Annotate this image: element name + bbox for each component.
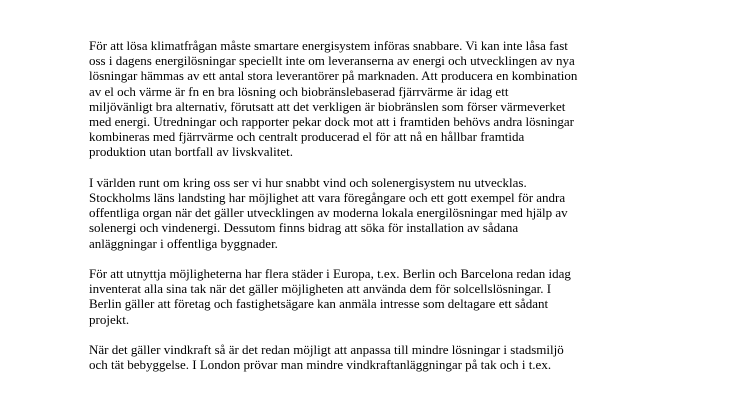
text-line: lösningar hämmas av ett antal stora leverantörer på marknaden. Att producera en kombination (89, 68, 578, 84)
text-line: Berlin gäller att företag och fastighetsägare kan anmäla intresse som deltagare ett sådant (89, 296, 549, 312)
text-line: För att lösa klimatfrågan måste smartare energisystem införas snabbare. Vi kan inte låsa fast (89, 38, 568, 53)
text-line: offentliga organ när det gäller utvecklingen av moderna lokala energilösningar med hjälp av (89, 205, 568, 221)
paragraph-2 (89, 175, 689, 251)
text-line: För att utnyttja möjligheterna har flera städer i Europa, t.ex. Berlin och Barcelona redan idag (89, 266, 571, 282)
text-line: När det gäller vindkraft så är det redan möjligt att anpassa till mindre lösningar i stadsmiljö (89, 342, 564, 358)
text-line: anläggningar i offentliga byggnader. (89, 235, 278, 251)
text-line: kombineras med fjärrvärme och centralt producerad el för att nå en hållbar framtida (89, 129, 525, 145)
text-line: med energi. Utredningar och rapporter pekar dock mot att i framtiden behövs andra lösningar (89, 114, 574, 130)
text-line: I världen runt om kring oss ser vi hur snabbt vind och solenergisystem nu utvecklas. (89, 174, 527, 190)
paragraph-4 (89, 342, 689, 372)
text-line: av el och värme är fn en bra lösning och biobränslebaserad fjärrvärme är idag ett (89, 83, 509, 99)
paragraph-1 (89, 38, 689, 160)
paragraph-3 (89, 266, 689, 327)
text-line: projekt. (89, 311, 130, 327)
text-line: inventerat alla sina tak när det gäller möjligheten att använda dem för solcellslösningar. I (89, 281, 552, 297)
text-line: produktion utan bortfall av livskvalitet. (89, 144, 293, 160)
document-body (89, 38, 689, 388)
text-line: och tät bebyggelse. I London prövar man mindre vindkraftanläggningar på tak och i t.ex. (89, 357, 552, 373)
text-line: oss i dagens energilösningar speciellt inte om leveranserna av energi och utvecklingen av nya (89, 53, 575, 69)
text-line: solenergi och vindenergi. Dessutom finns bidrag att söka för installation av sådana (89, 220, 519, 236)
text-line: miljövänligt bra alternativ, förutsatt att det verkligen är biobränslen som förser värmeverket (89, 98, 566, 114)
text-line: Stockholms läns landsting har möjlighet att vara föregångare och ett gott exempel för andra (89, 190, 566, 206)
